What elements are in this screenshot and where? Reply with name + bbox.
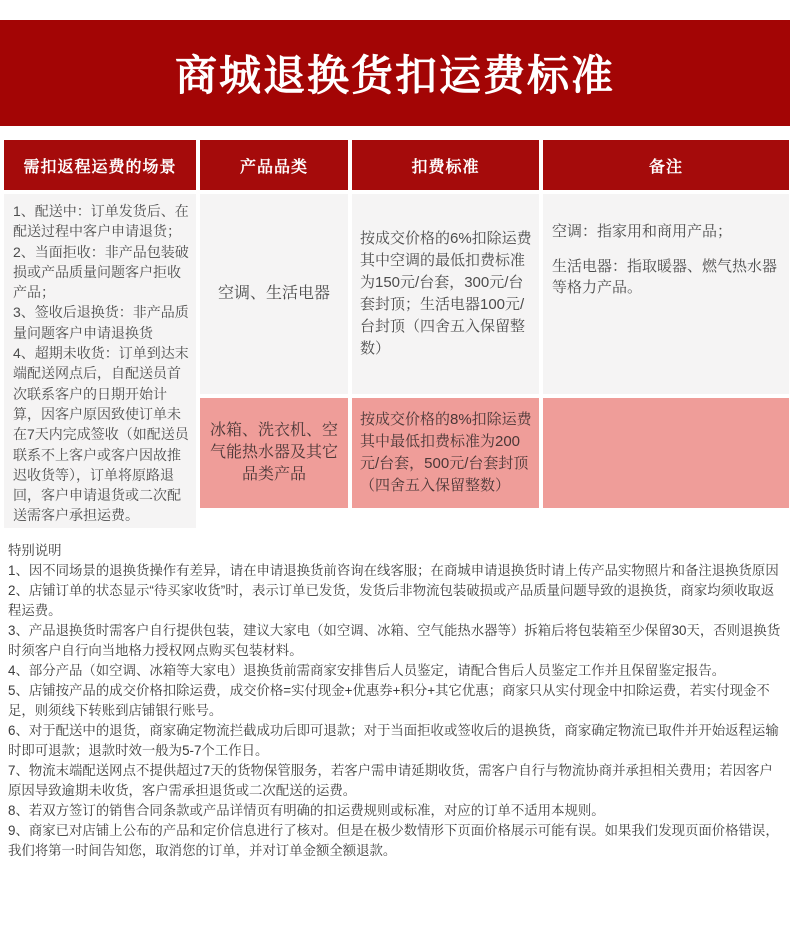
- fee-table: [4, 140, 789, 528]
- notes-heading: 特别说明: [8, 543, 62, 558]
- note-item: 7、物流末端配送网点不提供超过7天的货物保管服务，若客户需申请延期收货，需客户自行与物流协商并承担相关费用；若因客户原因导致逾期未收货，客户需承担退货或二次配送的运费。: [8, 763, 773, 798]
- remark-cell-row1: [543, 194, 789, 394]
- scenario-item: 1、配送中：订单发货后、在配送过程中客户申请退货；: [13, 203, 189, 240]
- remark-cell-row2-empty: [543, 398, 789, 508]
- category-cell-row1: 空调、生活电器: [200, 194, 348, 394]
- special-notes: [8, 541, 784, 861]
- note-item: 5、店铺按产品的成交价格扣除运费，成交价格=实付现金+优惠券+积分+其它优惠；商家只从实付现金中扣除运费，若实付现金不足，则须线下转账到店铺银行账号。: [8, 683, 770, 718]
- fee-text: 按成交价格的6%扣除运费其中空调的最低扣费标准为150元/台套，300元/台套封顶；生活电器100元/台封顶（四舍五入保留整数）: [360, 230, 532, 357]
- note-item: 8、若双方签订的销售合同条款或产品详情页有明确的扣运费规则或标准，对应的订单不适用本规则。: [8, 803, 605, 818]
- remark-line: 空调：指家用和商用产品；: [552, 223, 733, 240]
- scenario-item: 4、超期未收货：订单到达末端配送网点后，自配送员首次联系客户的日期开始计算，因客户原因致使订单未在7天内完成签收（如配送员联系不上客户或客户因故推迟收货等），订单将原路退回，客户申请退货或二次配送需客户承担运费。: [13, 345, 189, 524]
- col-header-remark: 备注: [543, 140, 789, 190]
- page: [0, 20, 790, 932]
- note-item: 2、店铺订单的状态显示“待买家收货”时，表示订单已发货，发货后非物流包装破损或产品质量问题导致的退换货，商家均须收取返程运费。: [8, 583, 775, 618]
- category-cell-row2: 冰箱、洗衣机、空气能热水器及其它品类产品: [200, 398, 348, 508]
- col-header-scenario: 需扣返程运费的场景: [4, 140, 196, 190]
- fee-cell-row1: [352, 194, 539, 394]
- note-item: 3、产品退换货时需客户自行提供包装，建议大家电（如空调、冰箱、空气能热水器等）拆箱后将包装箱至少保留30天，否则退换货时须客户自行向当地格力授权网点购买包装材料。: [8, 623, 781, 658]
- note-item: 9、商家已对店铺上公布的产品和定价信息进行了核对。但是在极少数情形下页面价格展示可能有误。如果我们发现页面价格错误，我们将第一时间告知您，取消您的订单，并对订单金额全额退款。: [8, 823, 779, 858]
- fee-text: 按成交价格的8%扣除运费其中最低扣费标准为200元/台套，500元/台套封顶（四舍五入保留整数）: [360, 411, 532, 494]
- remark-line: 生活电器：指取暖器、燃气热水器等格力产品。: [552, 258, 778, 296]
- col-header-category: 产品品类: [200, 140, 348, 190]
- note-item: 1、因不同场景的退换货操作有差异，请在申请退换货前咨询在线客服；在商城申请退换货时请上传产品实物照片和备注退换货原因: [8, 563, 779, 578]
- scenario-item: 2、当面拒收：非产品包装破损或产品质量问题客户拒收产品；: [13, 243, 189, 301]
- title-banner: [0, 20, 790, 126]
- fee-cell-row2: [352, 398, 539, 508]
- scenario-item: 3、签收后退换货：非产品质量问题客户申请退换货: [13, 304, 189, 341]
- note-item: 4、部分产品（如空调、冰箱等大家电）退换货前需商家安排售后人员鉴定，请配合售后人员鉴定工作并且保留鉴定报告。: [8, 663, 726, 678]
- scenario-cell: [4, 194, 196, 528]
- note-item: 6、对于配送中的退货，商家确定物流拦截成功后即可退款；对于当面拒收或签收后的退换货，商家确定物流已取件并开始返程运输时即可退款；退款时效一般为5-7个工作日。: [8, 723, 779, 758]
- col-header-fee-standard: 扣费标准: [352, 140, 539, 190]
- page-title: 商城退换货扣运费标准: [174, 52, 615, 99]
